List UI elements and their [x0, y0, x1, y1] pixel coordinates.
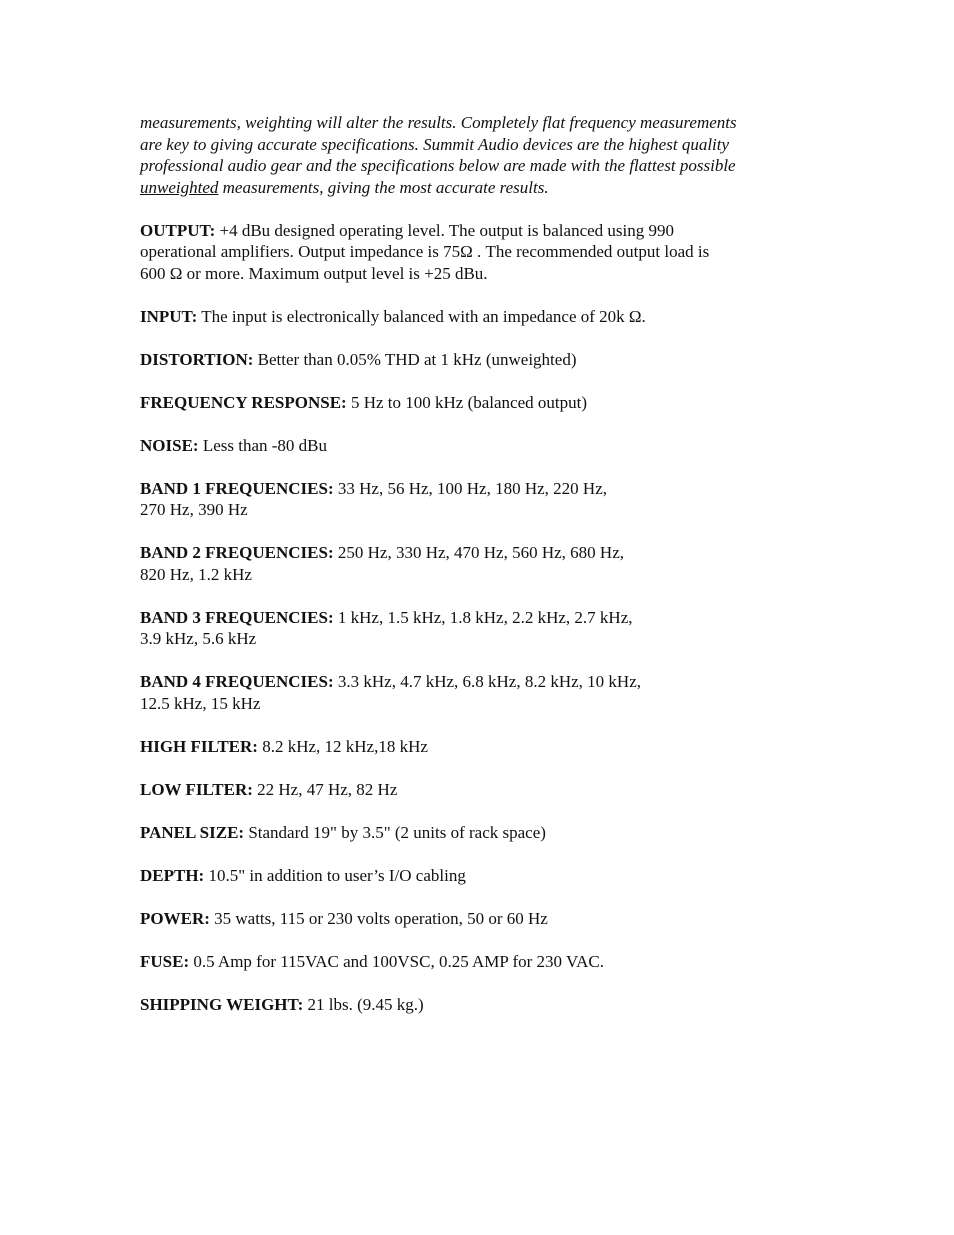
- spec-value: 0.5 Amp for 115VAC and 100VSC, 0.25 AMP for 230 VAC.: [189, 951, 604, 971]
- spec-label: HIGH FILTER:: [140, 736, 258, 756]
- spec-value: Less than -80 dBu: [198, 435, 328, 455]
- spec-label: NOISE:: [140, 435, 199, 455]
- spec-line: [140, 306, 820, 328]
- spec-label: DISTORTION:: [140, 349, 254, 369]
- spec-item: [140, 435, 820, 457]
- specifications-list: [140, 220, 820, 1016]
- spec-item: [140, 994, 820, 1016]
- spec-line: [140, 349, 820, 371]
- intro-last-line: [140, 177, 820, 199]
- spec-item: [140, 951, 820, 973]
- spec-value: 3.3 kHz, 4.7 kHz, 6.8 kHz, 8.2 kHz, 10 kHz,: [333, 672, 642, 691]
- spec-value: 22 Hz, 47 Hz, 82 Hz: [252, 779, 398, 799]
- spec-value: 820 Hz, 1.2 kHz: [140, 564, 252, 584]
- spec-item: [140, 671, 820, 714]
- spec-value: 1 kHz, 1.5 kHz, 1.8 kHz, 2.2 kHz, 2.7 kHz,: [333, 607, 633, 627]
- spec-line: [140, 607, 820, 629]
- spec-label: FUSE:: [140, 951, 190, 971]
- spec-item: [140, 822, 820, 844]
- document-page: [140, 112, 820, 1015]
- spec-value: 3.9 kHz, 5.6 kHz: [140, 629, 257, 648]
- spec-label: POWER:: [140, 908, 210, 928]
- spec-value: +4 dBu designed operating level. The output is balanced using 990: [215, 220, 674, 240]
- spec-label: LOW FILTER:: [140, 779, 253, 799]
- spec-line: [140, 822, 820, 844]
- spec-label: BAND 4 FREQUENCIES:: [140, 672, 334, 691]
- spec-value: The input is electronically balanced with an impedance of 20k Ω.: [197, 306, 646, 326]
- spec-value: 600 Ω or more. Maximum output level is +25 dBu.: [140, 263, 488, 283]
- spec-label: BAND 3 FREQUENCIES:: [140, 607, 334, 627]
- intro-line: measurements, weighting will alter the results. Completely flat frequency measurements: [140, 113, 737, 132]
- spec-value: operational amplifiers. Output impedance is 75Ω . The recommended output load is: [140, 242, 710, 261]
- spec-item: [140, 349, 820, 371]
- spec-value: 10.5" in addition to user’s I/O cabling: [204, 865, 466, 885]
- spec-item: [140, 908, 820, 930]
- spec-value: 250 Hz, 330 Hz, 470 Hz, 560 Hz, 680 Hz,: [333, 543, 625, 562]
- spec-label: DEPTH:: [140, 865, 205, 885]
- intro-paragraph: [140, 112, 820, 198]
- spec-line: [140, 693, 820, 715]
- spec-line: [140, 241, 820, 263]
- spec-line: [140, 994, 820, 1016]
- spec-item: [140, 736, 820, 758]
- spec-value: 21 lbs. (9.45 kg.): [303, 994, 424, 1014]
- spec-value: 33 Hz, 56 Hz, 100 Hz, 180 Hz, 220 Hz,: [333, 478, 608, 498]
- spec-line: [140, 564, 820, 586]
- intro-line: are key to giving accurate specifications. Summit Audio devices are the highest quality: [140, 134, 730, 154]
- spec-item: [140, 542, 820, 585]
- spec-label: BAND 1 FREQUENCIES:: [140, 478, 334, 498]
- spec-line: [140, 671, 820, 693]
- spec-value: 35 watts, 115 or 230 volts operation, 50 or 60 Hz: [209, 908, 548, 928]
- spec-label: INPUT:: [140, 306, 198, 326]
- spec-value: 8.2 kHz, 12 kHz,18 kHz: [257, 736, 428, 756]
- spec-item: [140, 779, 820, 801]
- spec-item: [140, 865, 820, 887]
- spec-line: [140, 478, 820, 500]
- spec-item: [140, 392, 820, 414]
- spec-label: SHIPPING WEIGHT:: [140, 994, 304, 1014]
- spec-line: [140, 435, 820, 457]
- spec-value: Better than 0.05% THD at 1 kHz (unweighted): [253, 349, 577, 369]
- intro-tail: measurements, giving the most accurate results.: [218, 177, 549, 197]
- spec-value: 270 Hz, 390 Hz: [140, 500, 248, 519]
- spec-line: [140, 908, 820, 930]
- spec-item: [140, 306, 820, 328]
- spec-line: [140, 220, 820, 242]
- spec-item: [140, 220, 820, 285]
- spec-line: [140, 865, 820, 887]
- spec-label: OUTPUT:: [140, 220, 216, 240]
- spec-line: [140, 542, 820, 564]
- spec-line: [140, 263, 820, 285]
- spec-label: FREQUENCY RESPONSE:: [140, 392, 347, 412]
- underlined-term: unweighted: [140, 177, 219, 197]
- spec-line: [140, 499, 820, 521]
- spec-line: [140, 951, 820, 973]
- spec-label: PANEL SIZE:: [140, 822, 245, 842]
- spec-line: [140, 736, 820, 758]
- spec-item: [140, 478, 820, 521]
- spec-line: [140, 392, 820, 414]
- spec-line: [140, 779, 820, 801]
- spec-label: BAND 2 FREQUENCIES:: [140, 543, 334, 562]
- intro-line: professional audio gear and the specifications below are made with the flattest possible: [140, 156, 736, 175]
- spec-value: 12.5 kHz, 15 kHz: [140, 693, 261, 713]
- spec-value: Standard 19" by 3.5" (2 units of rack space): [244, 822, 546, 842]
- spec-value: 5 Hz to 100 kHz (balanced output): [346, 392, 587, 412]
- spec-line: [140, 628, 820, 650]
- spec-item: [140, 607, 820, 650]
